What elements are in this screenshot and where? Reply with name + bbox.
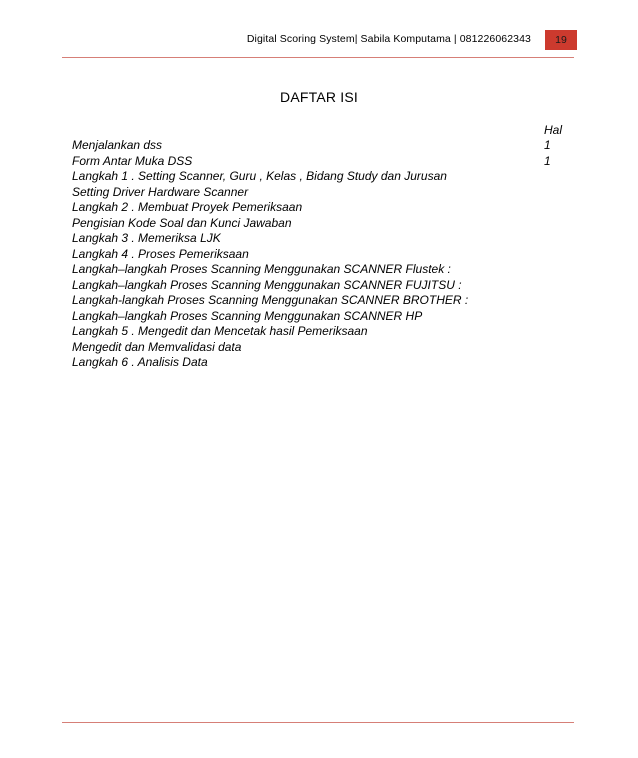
header-divider	[62, 57, 574, 58]
page-header	[0, 30, 638, 50]
toc-entry-label: Form Antar Muka DSS	[72, 153, 193, 168]
toc-entry-label: Langkah–langkah Proses Scanning Menggunakan SCANNER FUJITSU :	[72, 277, 462, 292]
toc-entry-label: Langkah 6 . Analisis Data	[72, 355, 208, 369]
toc-entry-label: Langkah 4 . Proses Pemeriksaan	[72, 246, 249, 261]
toc-entry-label: Setting Driver Hardware Scanner	[72, 184, 249, 199]
toc-entry[interactable]	[72, 247, 572, 263]
running-header-title: Digital Scoring System| Sabila Komputama | 081226062343	[246, 33, 531, 45]
toc-entry[interactable]	[72, 324, 572, 340]
toc-entry-page-number: 1	[544, 138, 551, 152]
toc-entry[interactable]	[72, 169, 572, 185]
toc-entry-label: Langkah-langkah Proses Scanning Menggunakan SCANNER BROTHER :	[72, 293, 469, 307]
toc-entry[interactable]	[72, 309, 572, 325]
toc-entry[interactable]	[72, 154, 572, 170]
toc-entry-label: Langkah 3 . Memeriksa LJK	[72, 231, 221, 245]
toc-entry[interactable]	[72, 355, 572, 371]
toc-page-column-header: Hal	[544, 123, 563, 137]
toc-title: DAFTAR ISI	[280, 89, 358, 105]
toc-entry-label: Langkah 2 . Membuat Proyek Pemeriksaan	[72, 200, 303, 214]
toc-entry[interactable]	[72, 340, 572, 356]
toc-entry[interactable]	[72, 293, 572, 309]
toc-entry-page-number: 1	[544, 153, 551, 168]
toc-entry[interactable]	[72, 231, 572, 247]
toc-entry-label: Langkah–langkah Proses Scanning Menggunakan SCANNER HP	[72, 308, 423, 323]
toc-entry-label: Langkah–langkah Proses Scanning Menggunakan SCANNER Flustek :	[72, 262, 451, 276]
toc-entry[interactable]	[72, 216, 572, 232]
toc-entry-label: Menjalankan dss	[72, 138, 163, 152]
page-number-badge: 19	[545, 30, 577, 50]
footer-divider	[62, 722, 574, 723]
toc-entry[interactable]	[72, 262, 572, 278]
toc-entry[interactable]	[72, 200, 572, 216]
toc-entry-label: Langkah 5 . Mengedit dan Mencetak hasil Pemeriksaan	[72, 324, 368, 338]
toc-entry-label: Mengedit dan Memvalidasi data	[72, 339, 242, 354]
toc-entry[interactable]	[72, 278, 572, 294]
toc-entry-label: Pengisian Kode Soal dan Kunci Jawaban	[72, 215, 292, 230]
toc-entry[interactable]	[72, 138, 572, 154]
toc-entry[interactable]	[72, 185, 572, 201]
toc-entry-label: Langkah 1 . Setting Scanner, Guru , Kelas , Bidang Study dan Jurusan	[72, 169, 447, 183]
table-of-contents	[72, 138, 572, 371]
